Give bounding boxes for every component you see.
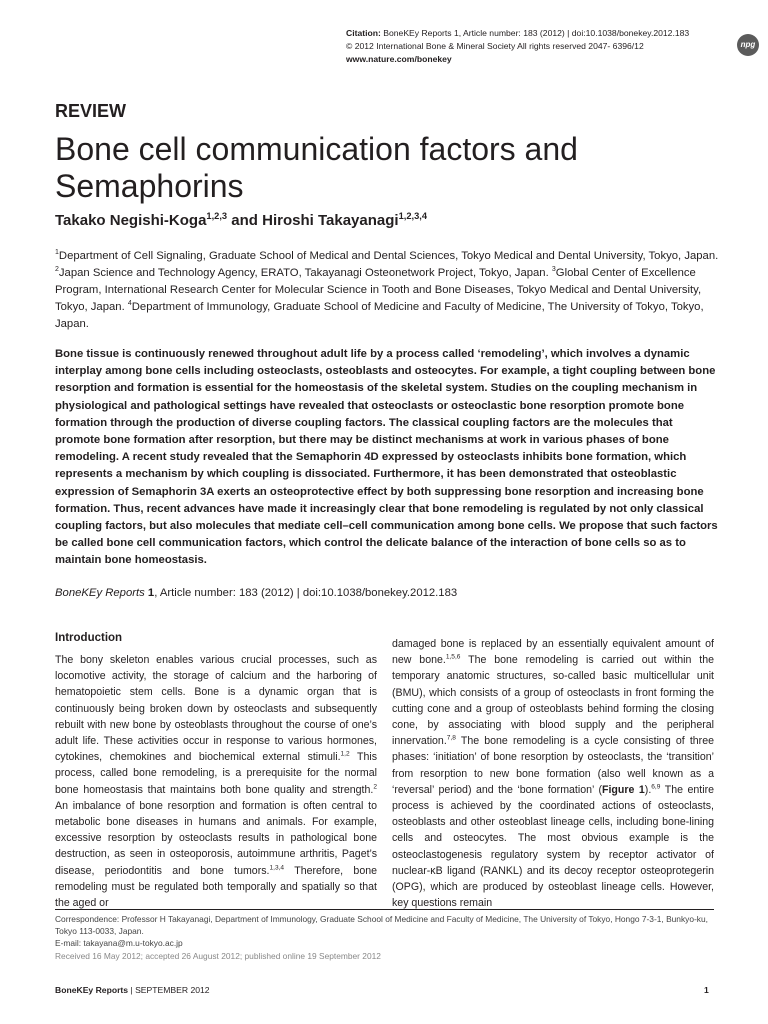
body-text-run: ). — [644, 783, 652, 796]
body-text-run: An imbalance of bone resorption and formation is often central to metabolic bone diseases in humans and animals. For example, excessive resorption by osteoclasts results in pathological bone destruction, as seen in osteoporosis, autoimmune arthritis, Paget’s disease, periodontitis and bone tumors. — [55, 799, 377, 877]
correspondence-address: Correspondence: Professor H Takayanagi, Department of Immunology, Graduate School of Medicine and Faculty of Medicine, The University of Tokyo, Hongo 7-3-1, Bunkyo-ku, Tokyo 113-0033, Japan. — [55, 914, 708, 936]
citation-line — [346, 27, 738, 40]
body-column-right — [392, 636, 714, 911]
author-conjunction: and — [227, 212, 263, 229]
affiliation-text: Department of Immunology, Graduate School of Medicine and Faculty of Medicine, The University of Tokyo, Tokyo, Japan. — [55, 301, 704, 330]
correspondence-note — [55, 913, 720, 949]
body-text-run: damaged bone is replaced by an essentially equivalent amount of new bone. — [392, 638, 714, 667]
footer-divider — [55, 909, 714, 910]
affiliation-sup: 1 — [55, 249, 59, 257]
body-text-run: This process, called bone remodeling, is a prerequisite for the normal bone homeostasis that maintains both bone quality and strength. — [55, 751, 378, 796]
body-text-run: The bone remodeling is a cycle consisting of three phases: ‘initiation’ of bone resorption by osteoclasts, the ‘transition’ from resorption to new bone formation (also well known as a ‘reversal’ period) and the ‘bone formation’ ( — [392, 735, 714, 796]
affiliation-sup: 4 — [127, 300, 132, 308]
citation-footer-line — [55, 587, 720, 599]
citation-rest: , Article number: 183 (2012) | doi:10.1038/bonekey.2012.183 — [154, 587, 458, 599]
affiliation-text: Department of Cell Signaling, Graduate School of Medical and Dental Sciences, Tokyo Medical and Dental University, Tokyo, Japan. — [58, 250, 719, 262]
affiliation-sup: 2 — [55, 266, 59, 274]
volume-number: 1 — [144, 587, 155, 599]
author-affiliation-sup: 1,2,3,4 — [398, 211, 427, 221]
figure-reference[interactable]: Figure 1 — [602, 783, 645, 796]
body-paragraph — [55, 652, 377, 911]
body-column-left — [55, 630, 377, 911]
reference-sup: 6,9 — [651, 783, 661, 791]
author-name: Hiroshi Takayanagi — [262, 212, 399, 229]
body-paragraph — [392, 636, 714, 911]
article-title: Bone cell communication factors and Semaphorins — [55, 131, 578, 204]
affiliation-text: Japan Science and Technology Agency, ERATO, Takayanagi Osteonetwork Project, Tokyo, Japan. — [58, 267, 552, 279]
footer-date: | SEPTEMBER 2012 — [128, 985, 210, 995]
footer-journal-name: BoneKEy Reports — [55, 985, 129, 995]
citation-header — [346, 27, 738, 66]
body-text-run: The bony skeleton enables various crucial processes, such as locomotive activity, the storage of calcium and the harboring of hematopoietic stem cells. Bone is a dynamic organ that is continuously being broken down by osteoclasts and subsequently rebuilt with new bone by osteoblasts throughout the course of one’s adult life. These activities occur in response to various hormones, cytokines, chemokines and biochemical external stimuli. — [55, 654, 377, 764]
copyright-line: © 2012 International Bone & Mineral Society All rights reserved 2047- 6396/12 — [346, 41, 644, 51]
correspondence-email[interactable]: E-mail: takayana@m.u-tokyo.ac.jp — [55, 938, 183, 948]
section-heading-introduction: Introduction — [55, 632, 123, 644]
section-label: REVIEW — [55, 101, 127, 121]
author-affiliation-sup: 1,2,3 — [206, 211, 228, 221]
author-list — [55, 212, 427, 229]
body-text-run: The bone remodeling is carried out within the temporary anatomic structures, so-called basic multicellular unit (BMU), which consists of a group of osteoclasts in front forming the cutting cone and a group of osteoblasts behind forming the closing cone, by associating with blood supply and the peripheral innervation. — [392, 654, 715, 748]
journal-footer — [55, 985, 210, 995]
received-dates: Received 16 May 2012; accepted 26 August 2012; published online 19 September 2012 — [55, 951, 381, 961]
journal-url[interactable]: www.nature.com/bonekey — [346, 54, 452, 64]
reference-sup: 2 — [373, 783, 377, 791]
body-text-run: Therefore, bone remodeling must be regulated both temporally and spatially so that the aged or — [55, 864, 377, 910]
citation-label: Citation: — [346, 28, 381, 38]
abstract: Bone tissue is continuously renewed throughout adult life by a process called ‘remodeling’, which involves a dynamic interplay among bone cells including osteoclasts, osteoblasts and osteocytes. For example, a tight coupling between bone resorption and formation is essential for the homeostasis of the skeletal system. Studies on the coupling mechanism in physiological and pathological settings have revealed that osteoclasts or osteoclastic bone resorption promote bone formation through the production of diverse coupling factors. The classical coupling factors are the molecules that promote bone formation after resorption, but there may be distinct mechanisms at work in various phases of bone remodeling. A recent study revealed that the Semaphorin 4D expressed by osteoclasts inhibits bone formation, which represents a mechanism by which coupling is dissociated. Furthermore, it has been demonstrated that osteoblastic expression of Semaphorin 3A exerts an osteoprotective effect by both suppressing bone resorption and increasing bone formation. Thus, recent advances have made it increasingly clear that bone remodeling is regulated by not only classical coupling factors, but also molecules that mediate cell–cell communication among bone cells. We propose that such factors be called bone cell communication factors, which control the delicate balance of the interaction of bone cells so as to maintain bone homeostasis. — [55, 348, 718, 567]
reference-sup: 7,8 — [446, 734, 456, 742]
reference-sup: 1,2 — [340, 750, 350, 758]
npg-logo-icon: npg — [737, 34, 759, 56]
journal-name: BoneKEy Reports — [55, 587, 145, 599]
page-number: 1 — [704, 985, 709, 995]
citation-text: BoneKEy Reports 1, Article number: 183 (2012) | doi:10.1038/bonekey.2012.183 — [383, 28, 690, 38]
body-text-run: The entire process is achieved by the coordinated actions of osteoclasts, osteoblasts and other osteoblast lineage cells, including bone-lining cells and osteocytes. The most obvious example is the osteoclastogenesis regulatory system by receptor activator of nuclear-κB ligand (RANKL) and its decoy receptor osteoprotegerin (OPG), which are produced by osteoblast lineage cells. However, key questions remain — [392, 783, 714, 910]
author-name: Takako Negishi-Koga — [55, 212, 207, 229]
affiliations — [55, 248, 720, 333]
affiliation-text: Global Center of Excellence Program, International Research Center for Molecular Science in Tooth and Bone Diseases, Tokyo Medical and Dental University, Tokyo, Japan. — [55, 267, 702, 313]
reference-sup: 1,5,6 — [445, 653, 461, 661]
reference-sup: 1,3,4 — [269, 864, 285, 872]
affiliation-sup: 3 — [551, 266, 556, 274]
